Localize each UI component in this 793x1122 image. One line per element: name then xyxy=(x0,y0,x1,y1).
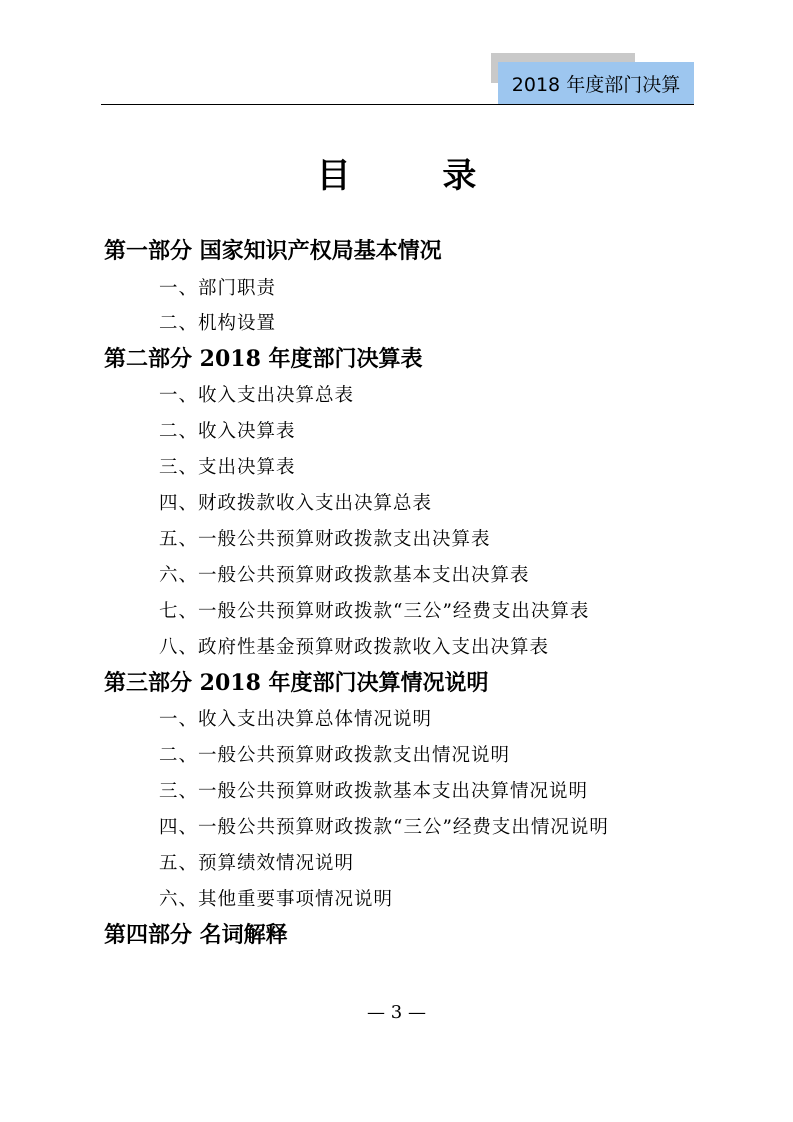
toc-item[interactable]: 一、部门职责 xyxy=(159,278,277,299)
header-label: 2018 年度部门决算 xyxy=(498,62,694,104)
toc-item[interactable]: 三、一般公共预算财政拨款基本支出决算情况说明 xyxy=(159,781,589,802)
toc-item[interactable]: 五、预算绩效情况说明 xyxy=(159,853,355,874)
toc-item[interactable]: 五、一般公共预算财政拨款支出决算表 xyxy=(159,529,491,550)
toc-item[interactable]: 三、支出决算表 xyxy=(159,457,296,478)
toc-item[interactable]: 一、收入支出决算总表 xyxy=(159,385,355,406)
toc-item[interactable]: 一、收入支出决算总体情况说明 xyxy=(159,709,433,730)
toc-item[interactable]: 六、一般公共预算财政拨款基本支出决算表 xyxy=(159,565,530,586)
toc-item[interactable]: 八、政府性基金预算财政拨款收入支出决算表 xyxy=(159,637,550,658)
toc-item[interactable]: 四、一般公共预算财政拨款“三公”经费支出情况说明 xyxy=(159,817,609,838)
toc-item[interactable]: 二、机构设置 xyxy=(159,313,277,334)
toc-part-4[interactable]: 第四部分 名词解释 xyxy=(104,922,288,948)
toc-part-2[interactable]: 第二部分 2018 年度部门决算表 xyxy=(104,346,423,372)
toc-part-1[interactable]: 第一部分 国家知识产权局基本情况 xyxy=(104,238,442,264)
toc-item[interactable]: 二、收入决算表 xyxy=(159,421,296,442)
toc-part-3[interactable]: 第三部分 2018 年度部门决算情况说明 xyxy=(104,670,489,696)
page-number: — 3 — xyxy=(367,1002,426,1023)
toc-item[interactable]: 七、一般公共预算财政拨款“三公”经费支出决算表 xyxy=(159,601,590,622)
toc-item[interactable]: 二、一般公共预算财政拨款支出情况说明 xyxy=(159,745,511,766)
page-title: 目 录 xyxy=(316,156,517,196)
toc-item[interactable]: 四、财政拨款收入支出决算总表 xyxy=(159,493,433,514)
toc-item[interactable]: 六、其他重要事项情况说明 xyxy=(159,889,394,910)
